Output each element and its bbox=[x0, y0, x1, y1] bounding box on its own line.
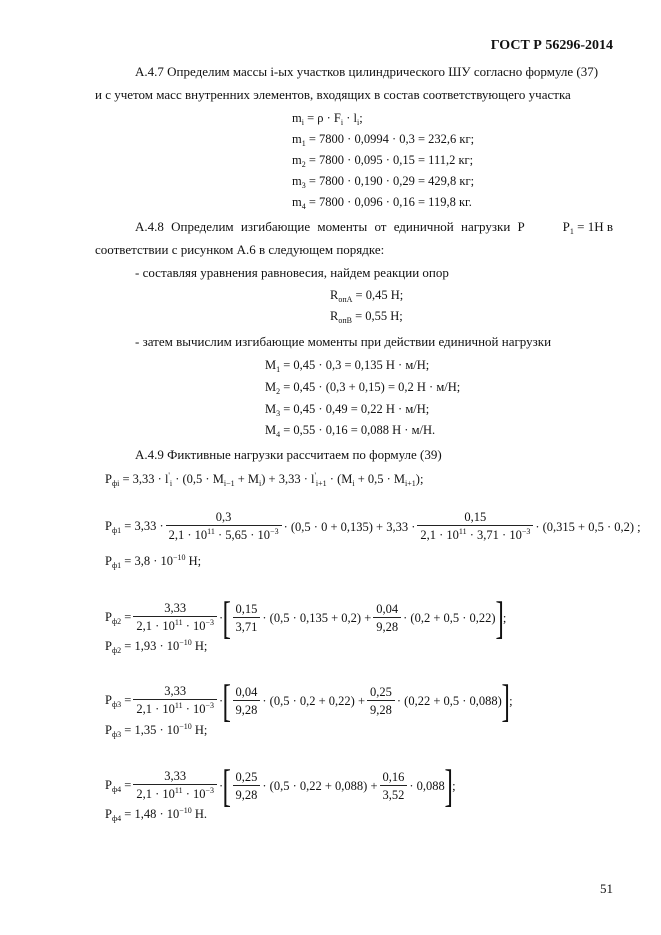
pf1-fraction-1: $\frac{0,3}{2,1 \cdot 10^{11} \cdot 5,65 \cdot 10^{-3}}$ bbox=[166, 510, 282, 544]
bullet-moments: - затем вычислим изгибающие моменты при действии единичной нагрузки bbox=[135, 334, 552, 349]
moment-1: $M_1 = 0,45 \cdot 0,3 = 0,135$ Н · м/Н; bbox=[265, 358, 430, 374]
mass-general-formula: $m_i = \rho \cdot F_i \cdot l_i$; bbox=[292, 111, 363, 127]
section-a48-line1: А.4.8 Определим изгибающие моменты от единичной нагрузки P $P_1 = 1Н$ в bbox=[135, 219, 613, 236]
moment-2: $M_2 = 0,45 \cdot (0,3 + 0,15) = 0,2$ Н · м/Н; bbox=[265, 380, 461, 396]
reaction-b: $R_{опВ} = 0,55$ Н; bbox=[330, 309, 403, 325]
pf3-formula: $P_{ф3}$ = $\frac{3,33}{2,1 \cdot 10^{11} \cdot 10^{-3}}$ · [ $\frac{0,04}{9,28}$ · (0,5 · 0,2 + 0,22) + $\frac{0,25}{9,28}$ · (0,22 + 0,5 · 0,088) ] ; bbox=[105, 675, 513, 726]
bullet-reactions: - составляя уравнения равновесия, найдем реакции опор bbox=[135, 265, 449, 280]
mass-formula-2: $m_2 = 7800 \cdot 0,095 \cdot 0,15 = 111,2$ кг; bbox=[292, 153, 474, 169]
pf2-result: $P_{ф2} = 1,93 \cdot 10^{-10}$ Н; bbox=[105, 638, 208, 655]
section-a47-line1: А.4.7 Определим массы i-ых участков цилиндрического ШУ согласно формуле (37) bbox=[135, 64, 599, 79]
pf1-formula: $P_{ф1} = 3,33$ · $\frac{0,3}{2,1 \cdot 10^{11} \cdot 5,65 \cdot 10^{-3}}$ · (0,5 · 0 + 0,135) + 3,33 · $\frac{0,15}{2,1 \cdot 10^{11} \cdot 3,71 \cdot 10^{-3}}$ · (0,315 + 0,5 · 0,2) ; bbox=[105, 510, 641, 542]
pf2-coefficient-fraction: $\frac{3,33}{2,1 \cdot 10^{11} \cdot 10^{-3}}$ bbox=[133, 601, 217, 635]
section-a49-line1: А.4.9 Фиктивные нагрузки рассчитаем по формуле (39) bbox=[135, 447, 442, 462]
pf1-result: $P_{ф1} = 3,8 \cdot 10^{-10}$ Н; bbox=[105, 553, 202, 570]
mass-formula-4: $m_4 = 7800 \cdot 0,096 \cdot 0,16 = 119,8$ кг. bbox=[292, 195, 472, 211]
pf3-result: $P_{ф3} = 1,35 \cdot 10^{-10}$ Н; bbox=[105, 722, 208, 739]
reaction-a: $R_{опА} = 0,45$ Н; bbox=[330, 288, 404, 304]
formula-39: $P_{фi} = 3,33 \cdot l'_i \cdot (0,5 \cdot M_{i-1} + M_i) + 3,33 \cdot l'_{i+1} \cdot (M_i + 0,5 \cdot M_{i+1})$; bbox=[105, 471, 424, 488]
document-code: ГОСТ Р 56296-2014 bbox=[490, 38, 613, 53]
pf3-coefficient-fraction: $\frac{3,33}{2,1 \cdot 10^{11} \cdot 10^{-3}}$ bbox=[133, 684, 217, 718]
pf4-coefficient-fraction: $\frac{3,33}{2,1 \cdot 10^{11} \cdot 10^{-3}}$ bbox=[133, 769, 217, 803]
section-a47-line2: и с учетом масс внутренних элементов, входящих в состав соответствующего участка bbox=[95, 87, 571, 102]
page-number: 51 bbox=[600, 881, 613, 896]
section-a48-line2: соответствии с рисунком А.6 в следующем порядке: bbox=[95, 242, 385, 257]
moment-3: $M_3 = 0,45 \cdot 0,49 = 0,22$ Н · м/Н; bbox=[265, 402, 430, 418]
moment-4: $M_4 = 0,55 \cdot 0,16 = 0,088$ Н · м/Н. bbox=[265, 423, 436, 439]
mass-formula-3: $m_3 = 7800 \cdot 0,190 \cdot 0,29 = 429,8$ кг; bbox=[292, 174, 475, 190]
pf2-formula: $P_{ф2}$ = $\frac{3,33}{2,1 \cdot 10^{11} \cdot 10^{-3}}$ · [ $\frac{0,15}{3,71}$ · (0,5 · 0,135 + 0,2) + $\frac{0,04}{9,28}$ · (0,2 + 0,5 · 0,22) ] ; bbox=[105, 592, 507, 643]
pf1-fraction-2: $\frac{0,15}{2,1 \cdot 10^{11} \cdot 3,71 \cdot 10^{-3}}$ bbox=[417, 510, 533, 544]
mass-formula-1: $m_1 = 7800 \cdot 0,0994 \cdot 0,3 = 232,6$ кг; bbox=[292, 132, 475, 148]
pf4-result: $P_{ф4} = 1,48 \cdot 10^{-10}$ Н. bbox=[105, 806, 208, 823]
pf4-formula: $P_{ф4}$ = $\frac{3,33}{2,1 \cdot 10^{11} \cdot 10^{-3}}$ · [ $\frac{0,25}{9,28}$ · (0,5 · 0,22 + 0,088) + $\frac{0,16}{3,52}$ · 0,088 ] ; bbox=[105, 760, 456, 811]
